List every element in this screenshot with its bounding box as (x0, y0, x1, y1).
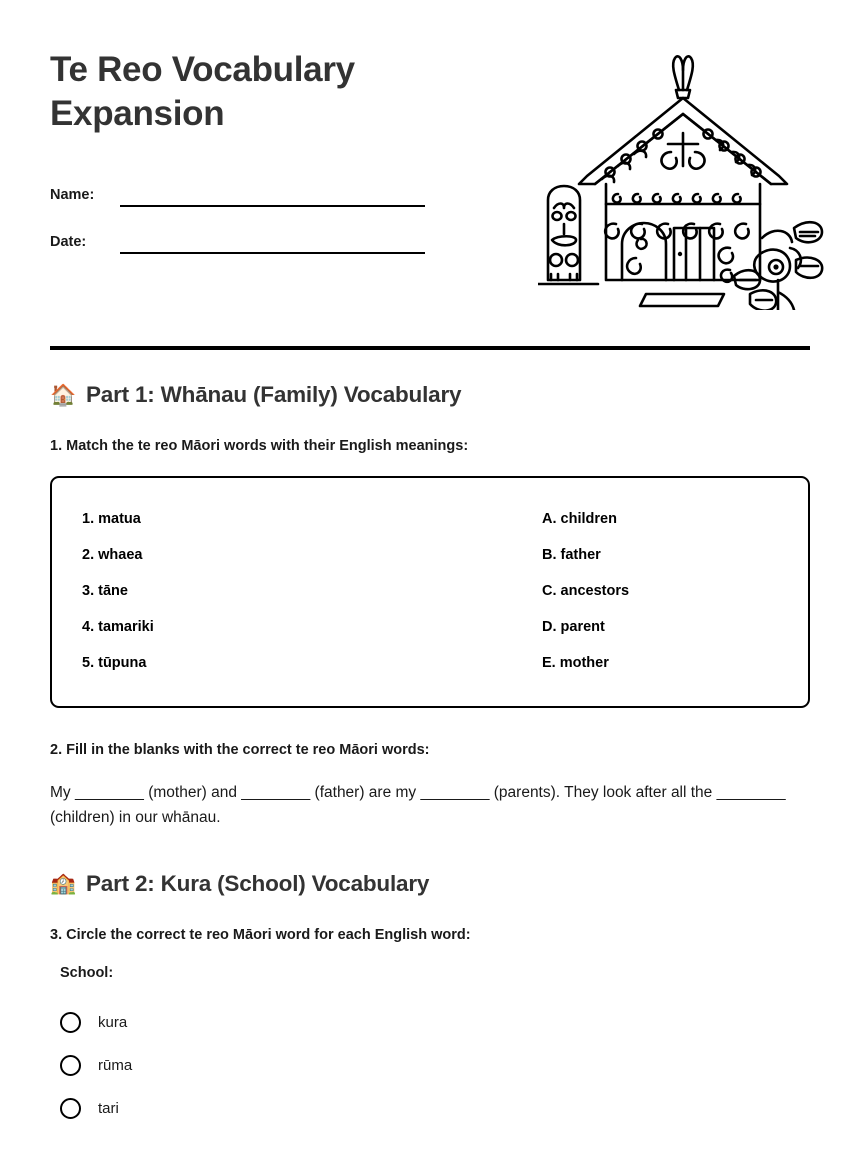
choice-option-tari[interactable] (50, 1087, 810, 1130)
matching-term[interactable]: 4. tamariki (82, 618, 154, 635)
date-label: Date: (50, 234, 87, 250)
matching-definition[interactable]: A. children (542, 511, 617, 527)
matching-definition[interactable]: E. mother (542, 654, 609, 671)
name-label: Name: (50, 187, 95, 203)
name-input-line[interactable] (120, 205, 425, 207)
matching-term[interactable]: 5. tūpuna (82, 654, 147, 671)
house-icon: 🏠 (50, 383, 76, 407)
header-divider (50, 346, 810, 350)
maori-wharenui-illustration (538, 48, 828, 310)
radio-circle-icon[interactable] (60, 1098, 81, 1119)
question-1-prompt: 1. Match the te reo Māori words with their English meanings: (50, 438, 469, 454)
matching-right-column (542, 512, 778, 672)
section-title-part-2: Part 2: Kura (School) Vocabulary (85, 870, 430, 896)
section-title-part-1: Part 1: Whānau (Family) Vocabulary (85, 382, 462, 407)
school-building-icon: 🏫 (50, 872, 76, 896)
matching-term[interactable]: 1. matua (82, 511, 141, 527)
date-input-line[interactable] (120, 252, 425, 254)
choice-option-label: tari (98, 1099, 119, 1117)
radio-circle-icon[interactable] (60, 1055, 81, 1076)
matching-term[interactable]: 3. tāne (82, 582, 128, 599)
student-info-fields (50, 160, 425, 254)
choice-option-ruma[interactable] (50, 1044, 810, 1087)
page-title: Te Reo Vocabulary Expansion (50, 50, 355, 133)
choice-option-kura[interactable] (50, 1001, 810, 1044)
question-3-prompt: 3. Circle the correct te reo Māori word for each English word: (50, 926, 471, 943)
choice-option-label: kura (98, 1013, 128, 1031)
matching-exercise-box (50, 476, 810, 708)
question-2-prompt: 2. Fill in the blanks with the correct te reo Māori words: (50, 741, 430, 758)
matching-left-column (82, 512, 542, 672)
choice-group-label: School: (60, 964, 114, 981)
matching-definition[interactable]: B. father (542, 546, 601, 563)
choice-option-label: rūma (98, 1056, 133, 1074)
worksheet-content (50, 382, 810, 1130)
matching-definition[interactable]: C. ancestors (542, 582, 630, 599)
section-header-part-1 (50, 382, 810, 408)
matching-term[interactable]: 2. whaea (82, 546, 143, 563)
question-2-text[interactable]: My ________ (mother) and ________ (father) are my ________ (parents). They look after all the ________ (children) in our whānau. (50, 783, 786, 827)
date-field-row (50, 207, 425, 254)
section-header-part-2 (50, 871, 810, 897)
choice-group-school (50, 1001, 810, 1130)
matching-definition[interactable]: D. parent (542, 618, 605, 635)
radio-circle-icon[interactable] (60, 1012, 81, 1033)
name-field-row (50, 160, 425, 207)
document-header (50, 0, 810, 300)
